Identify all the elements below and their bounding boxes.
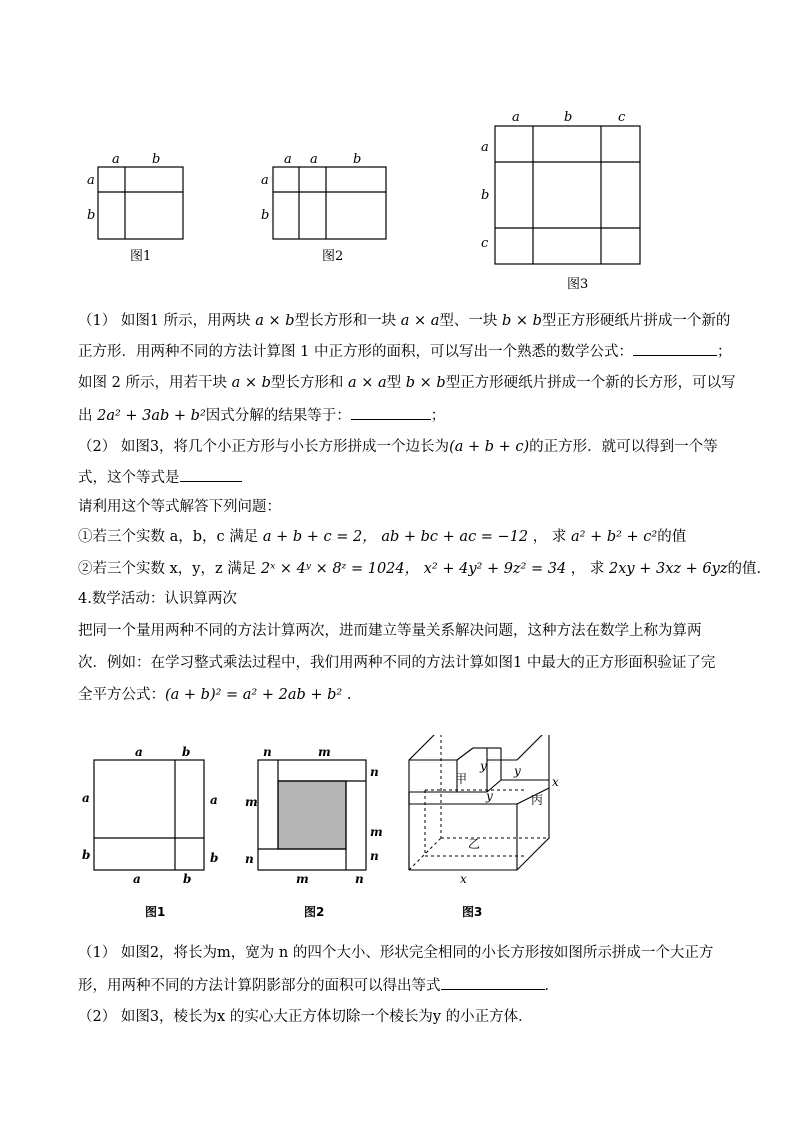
b-fig2-right-m: m [370, 825, 383, 839]
answer-blank-3[interactable] [180, 467, 242, 482]
q2-l4d: a² + b² + c² [571, 529, 658, 545]
top-fig2-left-a: a [261, 173, 269, 188]
b-fig1-right-a: a [210, 793, 218, 807]
q2-l5b: 2ˣ × 4ʸ × 8ᶻ = 1024， x² + 4y² + 9z² = 34 [260, 561, 567, 577]
b-fig2-top-m: m [318, 745, 331, 759]
q1-l2b: ； [716, 344, 732, 360]
q1-l1g: 型正方形硬纸片拼成一个新的 [541, 313, 731, 329]
q1-line1 [78, 311, 738, 331]
b-fig3-x-bottom: x [460, 872, 467, 886]
bottom-fig2 [258, 760, 366, 870]
b-fig3-y3: y [486, 789, 493, 803]
top-fig2-top-b: b [353, 152, 362, 167]
p4-l3a: 全平方公式： [78, 687, 165, 703]
q1-l1e: 型、一块 [439, 313, 502, 329]
top-fig2-caption: 图2 [322, 249, 344, 264]
q1-l1d: a × a [400, 313, 440, 329]
q2-l4e: 的值 [657, 529, 687, 545]
q1-l3g: 型正方形硬纸片拼成一个新的长方形，可以写 [445, 375, 736, 391]
top-fig3-left-b: b [481, 188, 490, 203]
b-fig3-label-yi: 乙 [468, 837, 481, 851]
top-fig1-left-b: b [87, 208, 96, 223]
b-fig2-left-m: m [245, 795, 258, 809]
top-fig2-top-a2: a [310, 152, 318, 167]
p4-line3 [78, 685, 738, 705]
top-fig1 [98, 167, 183, 239]
b-fig1-caption: 图1 [145, 905, 166, 919]
b-fig2-right-n1: n [370, 765, 379, 779]
q1-l4b: 2a² + 3ab + b² [97, 408, 206, 424]
q2-l5d: 2xy + 3xz + 6yz [609, 561, 728, 577]
top-fig2-left-b: b [261, 208, 270, 223]
q2-line2 [78, 467, 738, 488]
bottom-fig1 [94, 760, 204, 870]
b-fig2-right-n2: n [370, 849, 379, 863]
q1-l1a: （1） 如图1 所示，用两块 [78, 313, 256, 329]
bottom-figures [0, 735, 794, 925]
q1-l1f: b × b [501, 313, 542, 329]
q3-l2a: 形，用两种不同的方法计算阴影部分的面积可以得出等式 [78, 978, 441, 994]
q1-l3e: 型 [386, 375, 406, 391]
top-fig1-top-b: b [152, 152, 161, 167]
q3-l2b: ． [544, 978, 559, 994]
top-fig3-left-a: a [481, 140, 489, 155]
top-fig2-top-a1: a [284, 152, 292, 167]
b-fig2-left-n: n [245, 852, 254, 866]
q1-line4 [78, 405, 738, 426]
q3-line3: （2） 如图3，棱长为x 的实心大正方体切除一个棱长为y 的小正方体． [78, 1009, 533, 1025]
q2-l1c: 的正方形．就可以得到一个等 [529, 439, 718, 455]
q1-line2 [78, 341, 738, 362]
top-fig2 [273, 167, 386, 239]
b-fig1-right-b: b [210, 851, 219, 865]
b-fig2-bottom-m: m [296, 872, 309, 886]
q2-l2a: 式，这个等式是 [78, 470, 180, 486]
q1-l4d: ； [430, 408, 446, 424]
p4-line2: 次．例如：在学习整式乘法过程中，我们用两种不同的方法计算如图1 中最大的正方形面积验证了完 [78, 655, 716, 671]
q2-l5c: ， 求 [566, 561, 610, 577]
top-fig3 [495, 126, 640, 264]
p4-l3c: . [342, 687, 352, 703]
top-fig1-top-a: a [112, 152, 120, 167]
top-fig1-left-a: a [87, 173, 95, 188]
b-fig1-top-b: b [182, 745, 191, 759]
q2-l4c: ， 求 [528, 529, 571, 545]
q2-line3: 请利用这个等式解答下列问题： [78, 499, 281, 515]
b-fig1-left-a: a [82, 791, 90, 805]
b-fig3-caption: 图3 [462, 905, 483, 919]
q2-line1 [78, 437, 738, 457]
q2-l1a: （2） 如图3，将几个小正方形与小长方形拼成一个边长为 [78, 439, 450, 455]
q1-l3b: a × b [231, 375, 271, 391]
answer-blank-2[interactable] [351, 405, 431, 420]
q2-line4 [78, 527, 738, 547]
top-fig3-caption: 图3 [567, 277, 589, 292]
q1-l2a: 正方形．用两种不同的方法计算图 1 中正方形的面积，可以写出一个熟悉的数学公式： [78, 344, 633, 360]
q1-l4a: 出 [78, 408, 98, 424]
q1-line3 [78, 373, 738, 393]
q1-l1b: a × b [255, 313, 295, 329]
top-fig3-top-a: a [512, 110, 520, 125]
q3-line1: （1） 如图2，将长为m，宽为 n 的四个大小、形状完全相同的小长方形按如图所示拼成一个大正方 [78, 945, 714, 961]
answer-blank-1[interactable] [633, 341, 717, 356]
top-fig1-caption: 图1 [130, 249, 152, 264]
q1-l3d: a × a [347, 375, 387, 391]
answer-blank-4[interactable] [441, 975, 545, 990]
b-fig3-label-bing: 丙 [531, 793, 544, 807]
b-fig2-shaded-square [278, 781, 346, 849]
q2-l4b: a + b + c = 2， ab + bc + ac = −12 [262, 529, 529, 545]
b-fig2-bottom-n: n [355, 872, 364, 886]
q1-l1c: 型长方形和一块 [294, 313, 401, 329]
b-fig1-left-b: b [82, 848, 91, 862]
b-fig3-y1: y [480, 759, 487, 773]
b-fig2-caption: 图2 [304, 905, 325, 919]
q1-l3c: 型长方形和 [270, 375, 348, 391]
p4-line1: 把同一个量用两种不同的方法计算两次，进而建立等量关系解决问题，这种方法在数学上称为算两 [78, 623, 702, 639]
q1-l3f: b × b [405, 375, 446, 391]
q2-l5e: 的值． [727, 561, 771, 577]
b-fig1-top-a: a [135, 745, 143, 759]
q2-line5 [78, 559, 771, 579]
b-fig3-x-right: x [552, 775, 559, 789]
b-fig1-bottom-a: a [133, 872, 141, 886]
top-fig3-top-c: c [618, 110, 626, 125]
q2-l4a: ①若三个实数 a，b，c 满足 [78, 529, 263, 545]
top-figures [0, 100, 794, 300]
q2-l1b: (a + b + c) [449, 439, 530, 455]
q1-l3a: 如图 2 所示，用若干块 [78, 375, 232, 391]
b-fig3-label-jia: 甲 [455, 772, 468, 786]
q2-l5a: ②若三个实数 x，y，z 满足 [78, 561, 261, 577]
top-fig3-top-b: b [564, 110, 573, 125]
q1-l4c: 因式分解的结果等于： [205, 408, 351, 424]
top-fig3-left-c: c [481, 236, 489, 251]
b-fig3-y2: y [514, 764, 521, 778]
q3-line2 [78, 975, 738, 996]
p4-title: 4.数学活动：认识算两次 [78, 591, 237, 607]
b-fig2-top-n: n [263, 745, 272, 759]
p4-l3b: (a + b)² = a² + 2ab + b² [165, 687, 343, 703]
b-fig1-bottom-b: b [183, 872, 192, 886]
